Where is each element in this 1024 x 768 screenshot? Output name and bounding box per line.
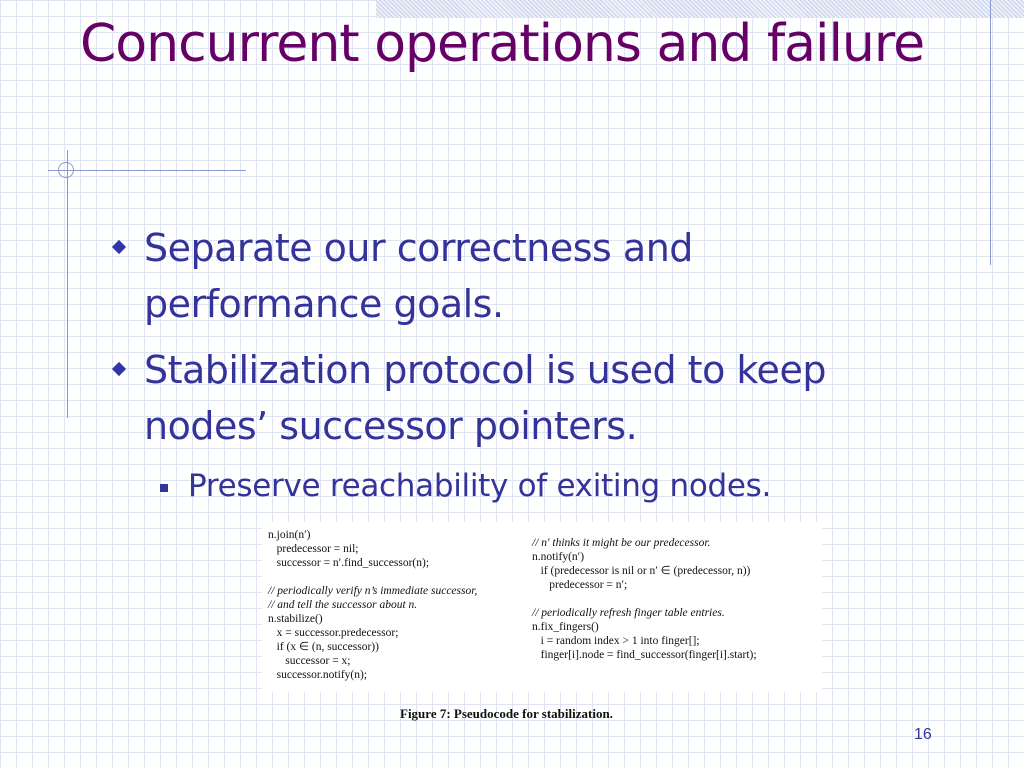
sub-bullet-1 bbox=[188, 466, 888, 506]
code-line: n.notify(n′) bbox=[532, 551, 585, 563]
code-line: predecessor = nil; bbox=[268, 543, 359, 555]
bullet-2 bbox=[144, 342, 924, 454]
code-line: x = successor.predecessor; bbox=[268, 627, 399, 639]
code-line: successor = n′.find_successor(n); bbox=[268, 557, 430, 569]
code-line: n.fix_fingers() bbox=[532, 621, 599, 633]
bullet-diamond-icon bbox=[112, 362, 126, 376]
code-line: // n′ thinks it might be our predecessor. bbox=[532, 537, 711, 549]
code-line: // periodically refresh finger table entries. bbox=[532, 607, 725, 619]
left-guide-line bbox=[67, 150, 68, 418]
code-line: i = random index > 1 into finger[]; bbox=[532, 635, 700, 647]
code-line: successor.notify(n); bbox=[268, 669, 368, 681]
bullet-diamond-icon bbox=[112, 240, 126, 254]
title-underline bbox=[48, 170, 246, 171]
pseudocode-figure bbox=[262, 522, 822, 692]
code-line: successor = x; bbox=[268, 655, 351, 667]
sub-bullet-1-text: Preserve reachability of exiting nodes. bbox=[188, 468, 772, 504]
page-number: 16 bbox=[914, 726, 932, 743]
bullet-1-text: Separate our correctness and performance goals. bbox=[144, 226, 693, 326]
code-line: finger[i].node = find_successor(finger[i].start); bbox=[532, 649, 757, 661]
sub-bullet-square-icon bbox=[160, 484, 168, 492]
code-line: n.stabilize() bbox=[268, 613, 323, 625]
code-line: // periodically verify n’s immediate successor, bbox=[268, 585, 478, 597]
code-line: if (x ∈ (n, successor)) bbox=[268, 641, 379, 653]
code-line bbox=[268, 570, 477, 584]
right-guide-line bbox=[990, 0, 991, 265]
left-code-block bbox=[268, 528, 477, 682]
slide-title: Concurrent operations and failure bbox=[80, 14, 925, 74]
code-line: // and tell the successor about n. bbox=[268, 599, 418, 611]
bullet-1 bbox=[144, 220, 904, 332]
code-line bbox=[532, 592, 757, 606]
figure-caption: Figure 7: Pseudocode for stabilization. bbox=[400, 706, 613, 721]
code-line: n.join(n′) bbox=[268, 529, 311, 541]
bullet-2-text: Stabilization protocol is used to keep nodes’ successor pointers. bbox=[144, 348, 826, 448]
right-code-block bbox=[532, 536, 757, 662]
code-line: predecessor = n′; bbox=[532, 579, 628, 591]
crosshair-circle bbox=[58, 162, 74, 178]
code-line: if (predecessor is nil or n′ ∈ (predecessor, n)) bbox=[532, 565, 751, 577]
